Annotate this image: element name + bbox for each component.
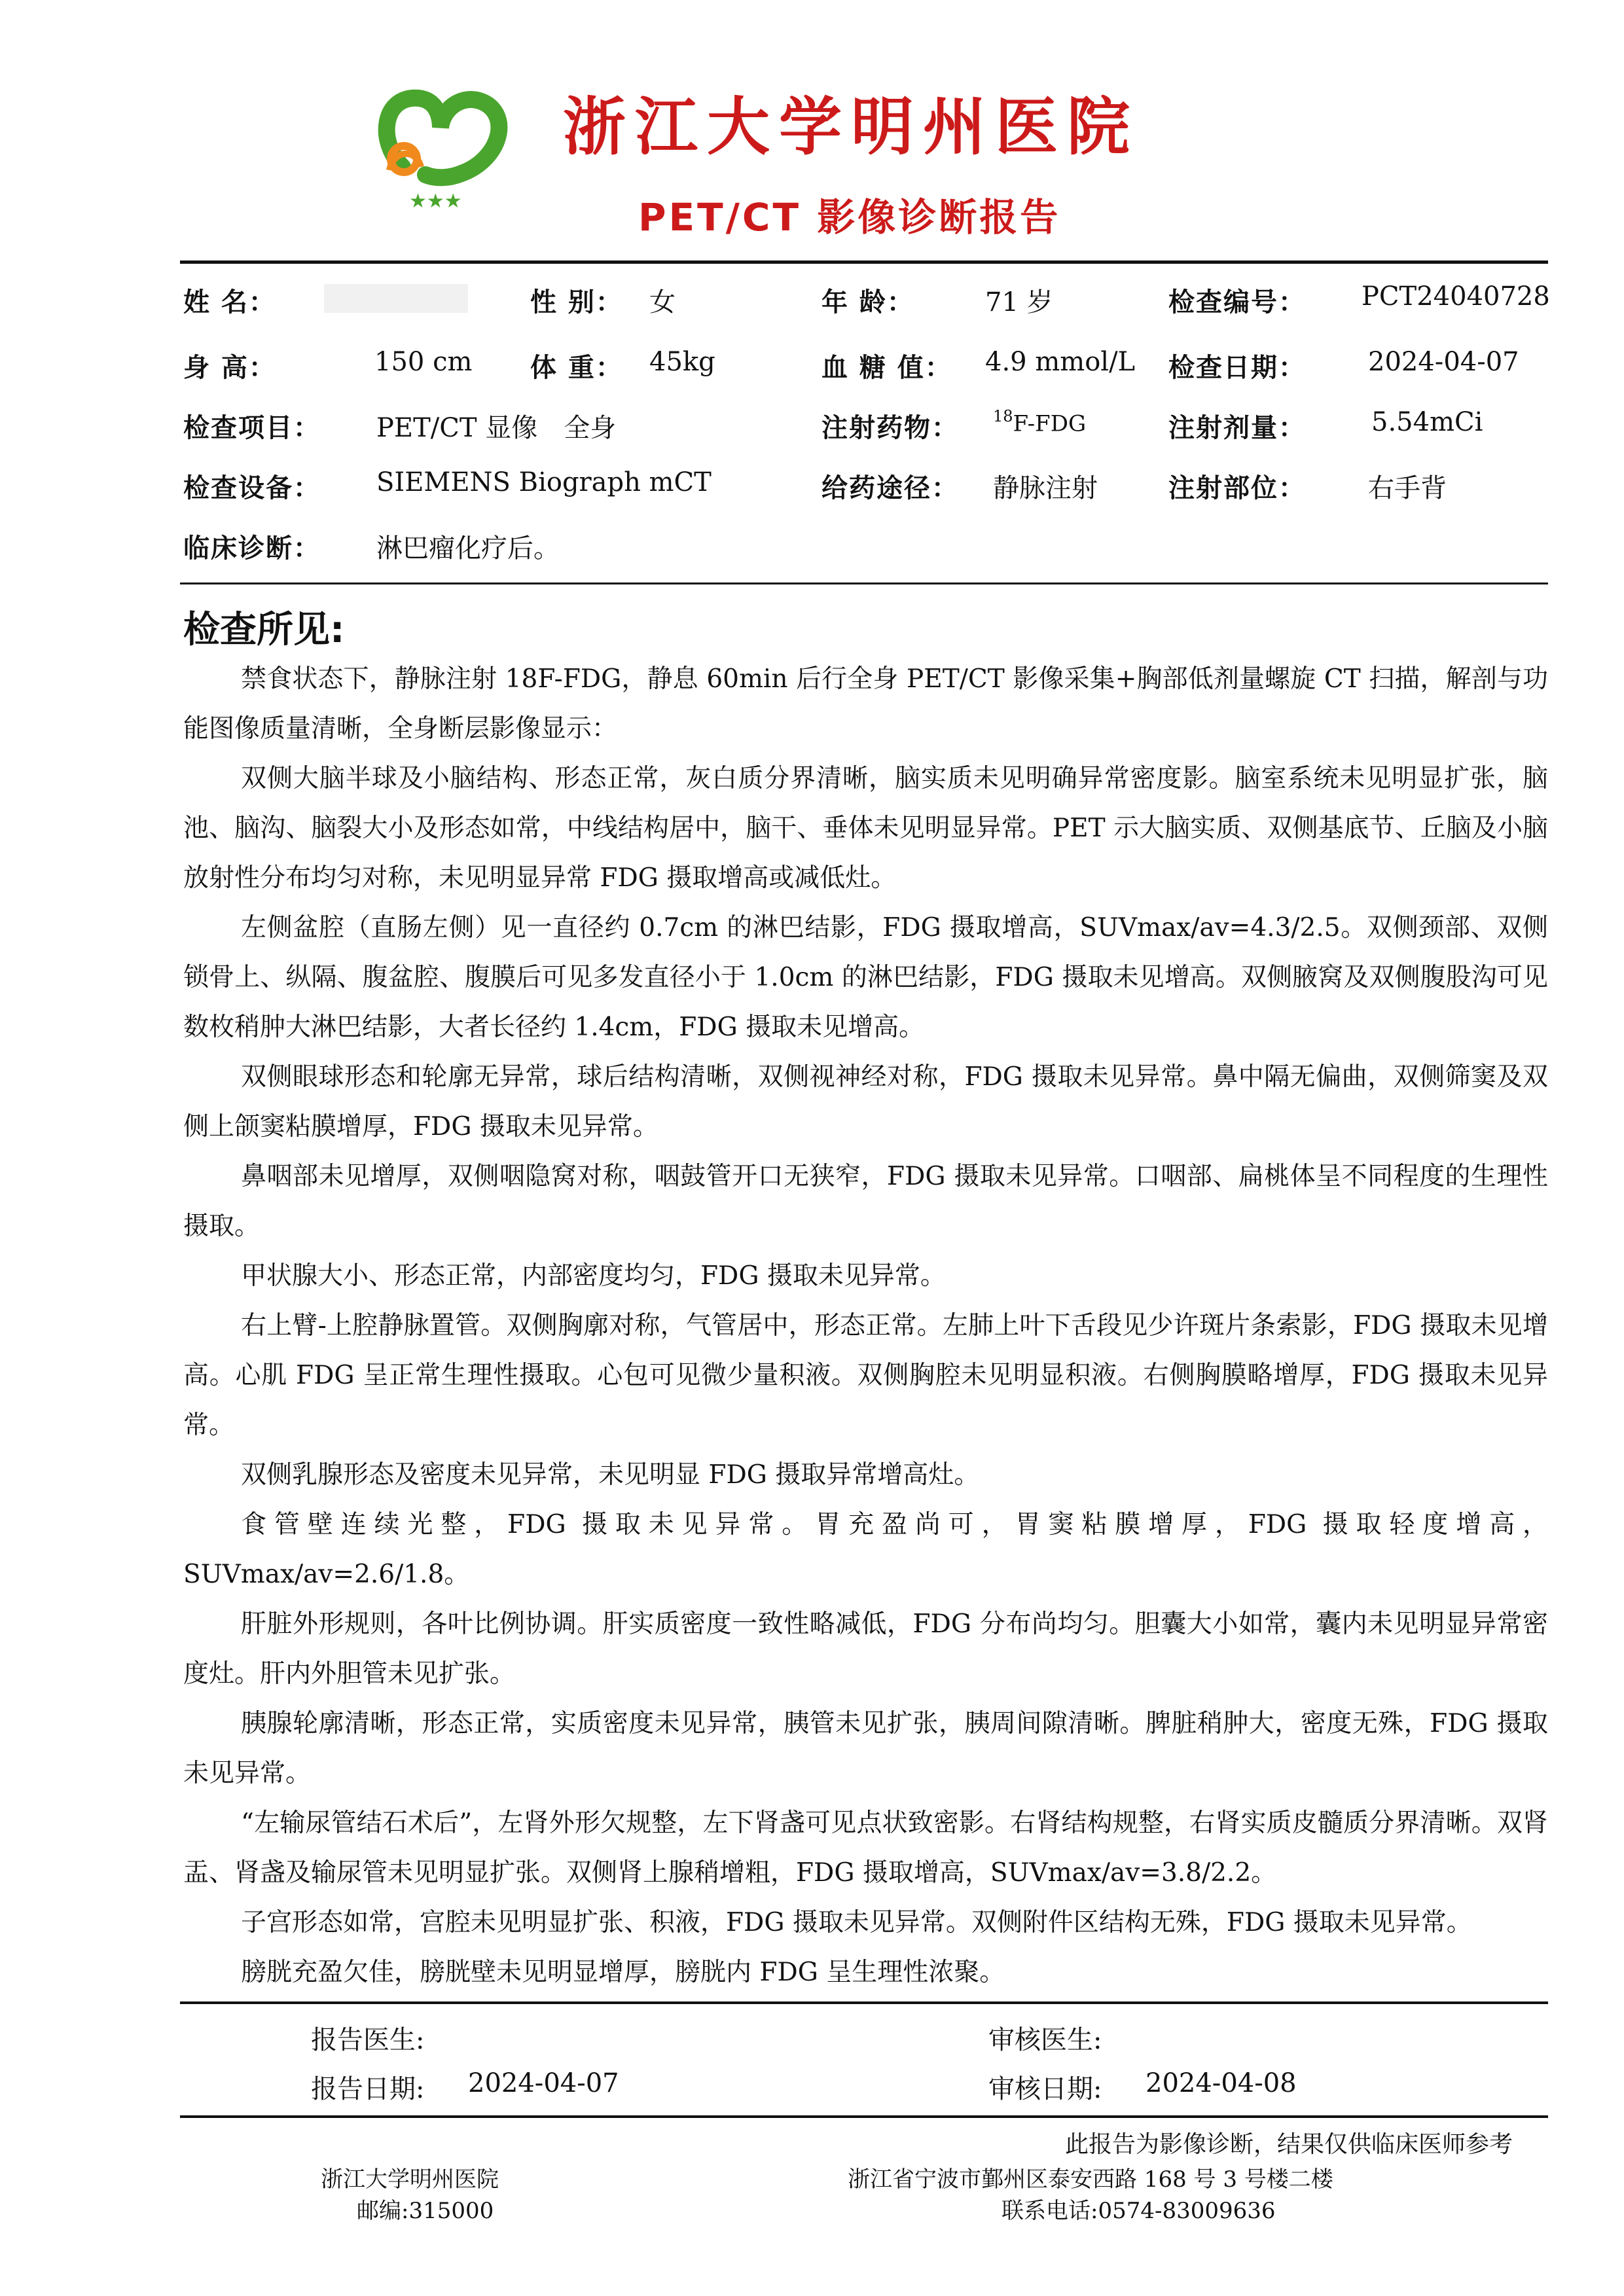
findings-paragraph: 甲状腺大小、形态正常，内部密度均匀，FDG 摄取未见异常。	[241, 1261, 946, 1291]
exam-date-value: 2024-04-07	[1368, 347, 1519, 377]
tracer-label: 注射药物：	[821, 413, 959, 443]
footer-phone: 联系电话:0574-83009636	[1001, 2198, 1276, 2224]
diagnosis-value: 淋巴瘤化疗后。	[376, 533, 560, 564]
footer-address: 浙江省宁波市鄞州区泰安西路 168 号 3 号楼二楼	[848, 2166, 1333, 2193]
exam-no-value: PCT24040728	[1362, 281, 1550, 312]
tracer-name: F-FDG	[1013, 410, 1087, 437]
footer-hospital: 浙江大学明州医院	[321, 2166, 499, 2193]
site-value: 右手背	[1368, 473, 1447, 503]
diagnosis-label: 临床诊断：	[183, 533, 321, 564]
findings-paragraph: 膀胱充盈欠佳，膀胱壁未见明显增厚，膀胱内 FDG 呈生理性浓聚。	[241, 1958, 1005, 1987]
signature-divider-bottom	[180, 2115, 1548, 2118]
tracer-superscript: 18	[993, 407, 1013, 425]
hospital-name: 浙江大学明州医院	[563, 90, 1139, 164]
exam-date-label: 检查日期：	[1168, 353, 1306, 383]
exam-item-value: PET/CT 显像 全身	[376, 413, 617, 443]
tracer-value	[993, 407, 1086, 437]
device-value: SIEMENS Biograph mCT	[376, 467, 712, 497]
name-label: 姓 名：	[183, 287, 276, 317]
report-date-value: 2024-04-07	[468, 2068, 619, 2098]
top-divider	[180, 260, 1548, 264]
route-value: 静脉注射	[993, 473, 1098, 503]
exam-no-label: 检查编号：	[1168, 287, 1306, 317]
height-value: 150 cm	[374, 347, 473, 377]
findings-paragraph: 右上臂-上腔静脉置管。双侧胸廓对称，气管居中，形态正常。左肺上叶下舌段见少许斑片条索影，FDG 摄取未见增高。心肌 FDG 呈正常生理性摄取。心包可见微少量积液。双侧胸腔未见明显积液。右侧胸膜略增厚，FDG 摄取未见异常。	[183, 1311, 1548, 1440]
findings-paragraph: 肝脏外形规则，各叶比例协调。肝实质密度一致性略减低，FDG 分布尚均匀。胆囊大小如常，囊内未见明显异常密度灶。肝内外胆管未见扩张。	[183, 1609, 1548, 1689]
findings-paragraph: 食管壁连续光整，FDG 摄取未见异常。胃充盈尚可，胃窦粘膜增厚，FDG 摄取轻度增高，SUVmax/av=2.6/1.8。	[183, 1510, 1548, 1589]
glucose-label: 血 糖 值：	[821, 353, 952, 383]
findings-heading: 检查所见:	[183, 609, 345, 651]
findings-paragraph: “左输尿管结石术后”，左肾外形欠规整，左下肾盏可见点状致密影。右肾结构规整，右肾实质皮髓质分界清晰。双肾盂、肾盏及输尿管未见明显扩张。双侧肾上腺稍增粗，FDG 摄取增高，SUVmax/av=3.8/2.2。	[183, 1808, 1548, 1888]
name-value-redacted	[324, 281, 468, 313]
device-label: 检查设备：	[183, 473, 321, 503]
route-label: 给药途径：	[821, 473, 959, 503]
age-value: 71 岁	[985, 287, 1053, 317]
findings-paragraph: 双侧乳腺形态及密度未见异常，未见明显 FDG 摄取异常增高灶。	[241, 1460, 980, 1490]
hospital-logo	[363, 69, 514, 213]
glucose-value: 4.9 mmol/L	[985, 347, 1136, 377]
footer-postcode: 邮编:315000	[357, 2198, 494, 2224]
dose-label: 注射剂量：	[1168, 413, 1306, 443]
review-doctor-label: 审核医生:	[988, 2025, 1102, 2055]
disclaimer: 此报告为影像诊断，结果仅供临床医师参考	[1064, 2131, 1513, 2158]
signature-divider-top	[180, 2001, 1548, 2004]
logo-stars: ★★★	[409, 190, 462, 213]
info-row-4	[183, 467, 1551, 520]
findings-paragraph: 子宫形态如常，宫腔未见明显扩张、积液，FDG 摄取未见异常。双侧附件区结构无殊，FDG 摄取未见异常。	[241, 1908, 1472, 1937]
logo-heart-shape	[387, 98, 499, 178]
height-label: 身 高：	[183, 353, 276, 383]
section-divider	[180, 583, 1548, 584]
findings-paragraph: 胰腺轮廓清晰，形态正常，实质密度未见异常，胰管未见扩张，胰周间隙清晰。脾脏稍肿大，密度无殊，FDG 摄取未见异常。	[183, 1709, 1548, 1788]
report-doctor-label: 报告医生:	[311, 2025, 425, 2055]
sex-value: 女	[649, 287, 676, 317]
findings-paragraph: 禁食状态下，静脉注射 18F-FDG，静息 60min 后行全身 PET/CT 影像采集+胸部低剂量螺旋 CT 扫描，解剖与功能图像质量清晰，全身断层影像显示：	[183, 664, 1548, 744]
findings-paragraph: 双侧大脑半球及小脑结构、形态正常，灰白质分界清晰，脑实质未见明确异常密度影。脑室系统未见明显扩张，脑池、脑沟、脑裂大小及形态如常，中线结构居中，脑干、垂体未见明显异常。PET 示大脑实质、双侧基底节、丘脑及小脑放射性分布均匀对称，未见明显异常 FDG 摄取增高或减低灶。	[183, 764, 1548, 893]
sex-label: 性 别：	[530, 287, 623, 317]
exam-item-label: 检查项目：	[183, 413, 321, 443]
report-title: PET/CT 影像诊断报告	[638, 195, 1061, 240]
report-date-label: 报告日期:	[311, 2074, 425, 2104]
weight-label: 体 重：	[530, 353, 623, 383]
age-label: 年 龄：	[821, 287, 914, 317]
findings-paragraph: 双侧眼球形态和轮廓无异常，球后结构清晰，双侧视神经对称，FDG 摄取未见异常。鼻中隔无偏曲，双侧筛窦及双侧上颌窦粘膜增厚，FDG 摄取未见异常。	[183, 1062, 1548, 1141]
site-label: 注射部位：	[1168, 473, 1306, 503]
review-date-value: 2024-04-08	[1146, 2068, 1297, 2098]
info-row-2	[183, 347, 1551, 399]
info-row-5	[183, 528, 1551, 580]
findings-paragraph: 鼻咽部未见增厚，双侧咽隐窝对称，咽鼓管开口无狭窄，FDG 摄取未见异常。口咽部、扁桃体呈不同程度的生理性摄取。	[183, 1162, 1548, 1241]
dose-value: 5.54mCi	[1371, 407, 1483, 437]
review-date-label: 审核日期:	[988, 2074, 1102, 2104]
findings-body	[183, 655, 1548, 1998]
info-row-1	[183, 281, 1551, 334]
weight-value: 45kg	[649, 347, 715, 377]
info-row-3	[183, 407, 1551, 459]
findings-paragraph: 左侧盆腔（直肠左侧）见一直径约 0.7cm 的淋巴结影，FDG 摄取增高，SUVmax/av=4.3/2.5。双侧颈部、双侧锁骨上、纵隔、腹盆腔、腹膜后可见多发直径小于 1.0cm 的淋巴结影，FDG 摄取未见增高。双侧腋窝及双侧腹股沟可见数枚稍肿大淋巴结影，大者长径约 1.4cm，FDG 摄取未见增高。	[183, 913, 1548, 1042]
